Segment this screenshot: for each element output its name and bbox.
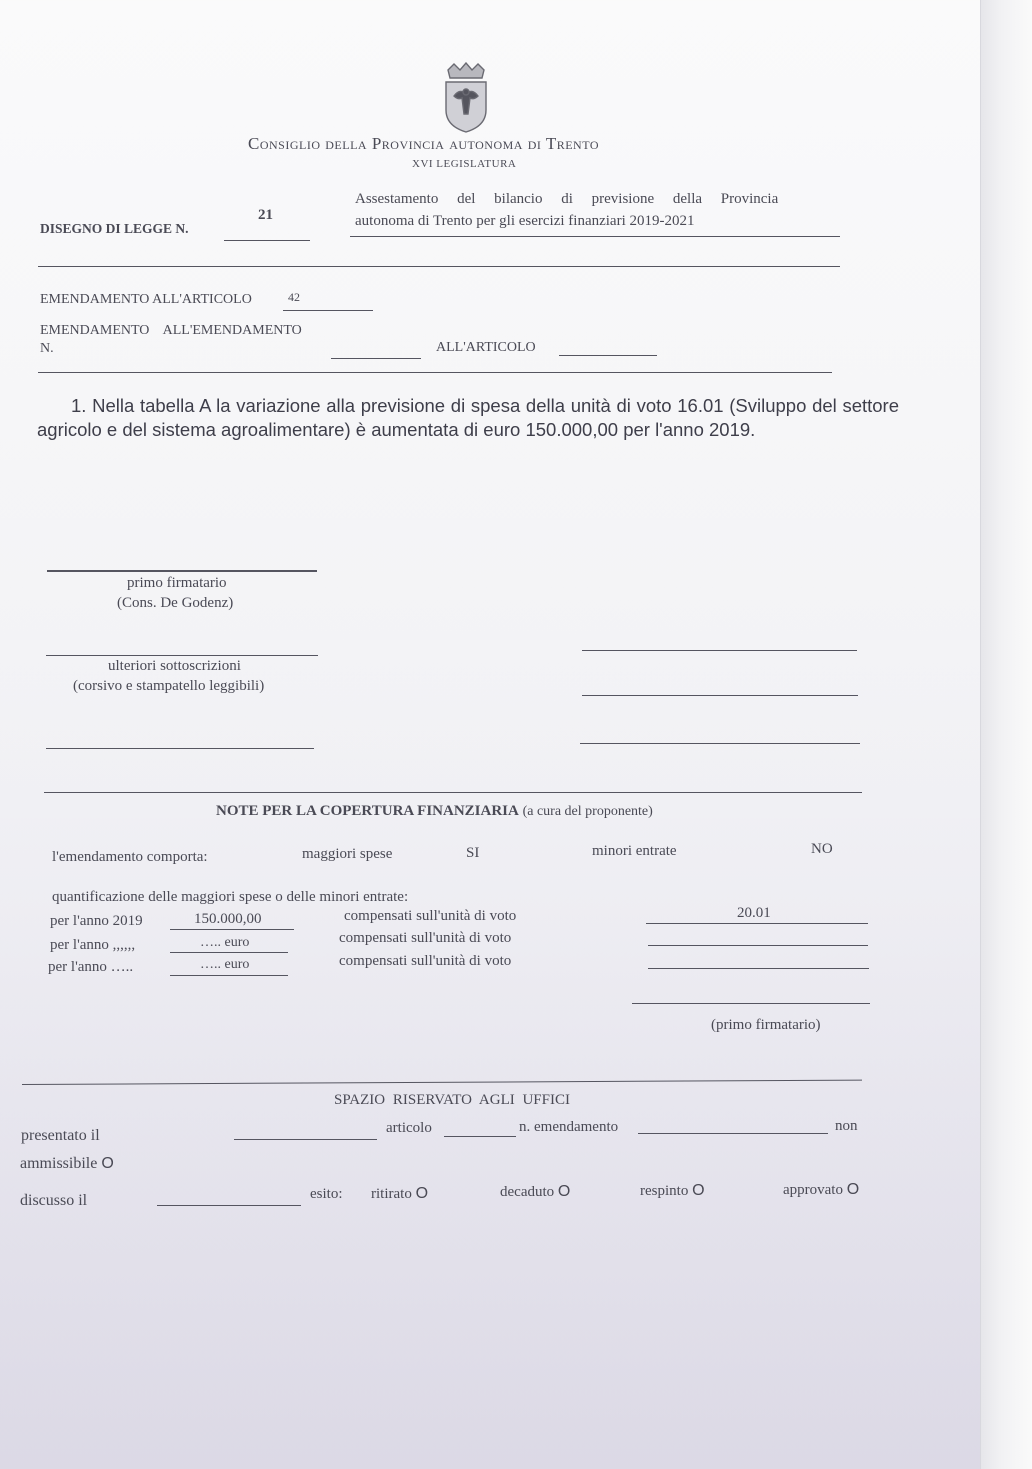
section-divider-1 [38, 266, 840, 267]
to-amendment-label: EMENDAMENTO ALL'EMENDAMENTO [40, 323, 302, 338]
bill-title-underline [350, 236, 840, 237]
quant-row-comp: compensati sull'unità di voto [339, 930, 512, 946]
decaduto-label: decaduto [500, 1184, 555, 1200]
ulteriori-signature-line-1 [46, 655, 318, 656]
coverage-signature-line [632, 1003, 870, 1004]
maggiori-spese-value: SI [466, 845, 480, 861]
discusso-underline [157, 1205, 301, 1206]
right-signature-line-2 [582, 695, 858, 696]
quant-row-amount: 150.000,00 [194, 911, 262, 927]
section-divider-3 [44, 792, 862, 793]
respinto-option [640, 1182, 705, 1200]
legislature-label: XVI LEGISLATURA [412, 158, 517, 170]
left-signature-line-2 [46, 748, 314, 749]
articolo-label: articolo [386, 1120, 432, 1136]
quant-row-amount: ….. euro [200, 957, 250, 972]
right-signature-line-1 [582, 650, 857, 651]
amendment-n-label: N. [40, 341, 54, 356]
background-surface-edge [980, 0, 1032, 1469]
approvato-checkbox[interactable]: O [846, 1181, 860, 1198]
emendamento-underline [638, 1133, 828, 1134]
bill-title-line2: autonoma di Trento per gli esercizi finanziari 2019-2021 [355, 213, 695, 229]
respinto-checkbox[interactable]: O [692, 1182, 705, 1199]
ritirato-checkbox[interactable]: O [415, 1185, 429, 1202]
coverage-title-bold: NOTE PER LA COPERTURA FINANZIARIA [216, 803, 519, 819]
amendment-n-underline [331, 358, 421, 359]
coverage-signer-label: (primo firmatario) [711, 1017, 821, 1033]
primo-signature-line [47, 570, 317, 572]
section-divider-4 [22, 1080, 862, 1085]
quant-row-year: per l'anno 2019 [50, 913, 143, 929]
quant-row-unit: 20.01 [737, 905, 771, 921]
to-article-label: ALL'ARTICOLO [436, 340, 536, 355]
ulteriori-label: ulteriori sottoscrizioni [108, 658, 241, 674]
section-divider-2 [38, 372, 832, 373]
primo-firmatario-label: primo firmatario [127, 575, 227, 591]
quant-row-amount-underline [170, 952, 288, 953]
quant-row-unit-underline [648, 945, 868, 946]
comporta-label: l'emendamento comporta: [52, 849, 208, 865]
amendment-article-label: EMENDAMENTO ALL'ARTICOLO [40, 292, 252, 307]
quant-row-comp: compensati sull'unità di voto [339, 953, 512, 969]
ritirato-option [371, 1185, 428, 1203]
quant-row-year: per l'anno ….. [48, 959, 134, 975]
right-signature-line-3 [580, 743, 860, 744]
approvato-label: approvato [783, 1182, 843, 1198]
presentato-underline [234, 1139, 377, 1140]
ammissibile-row [20, 1155, 114, 1173]
ammissibile-label: ammissibile [20, 1155, 98, 1172]
quant-row-unit-underline [648, 968, 869, 969]
institution-heading: Consiglio della Provincia autonoma di Trento [248, 134, 599, 153]
amendment-article-underline [283, 310, 373, 311]
primo-firmatario-name: (Cons. De Godenz) [117, 595, 234, 611]
approvato-option [783, 1181, 859, 1199]
presentato-label: presentato il [21, 1127, 100, 1144]
coverage-title [216, 803, 653, 820]
quant-row-comp: compensati sull'unità di voto [344, 908, 517, 924]
esito-label: esito: [310, 1186, 343, 1202]
discusso-label: discusso il [20, 1192, 88, 1209]
coat-of-arms-emblem [440, 62, 492, 134]
quant-row-amount-underline [170, 929, 294, 930]
maggiori-spese-label: maggiori spese [302, 846, 393, 862]
bill-number: 21 [258, 207, 273, 223]
quant-row-amount: ….. euro [200, 935, 250, 950]
ritirato-label: ritirato [371, 1186, 412, 1202]
to-article-underline [559, 355, 657, 356]
amendment-body-text: 1. Nella tabella A la variazione alla previsione di spesa della unità di voto 16.01 (Sviluppo del settore agricolo e del sistema agroalimentare) è aumentata di euro 150.000,00 per l'anno 2019. [37, 395, 899, 440]
bill-number-underline [224, 240, 310, 241]
respinto-label: respinto [640, 1183, 689, 1199]
quant-row-year: per l'anno ,,,,,, [50, 937, 136, 953]
quant-row-unit-underline [646, 923, 868, 924]
coverage-title-note: (a cura del proponente) [522, 804, 653, 819]
office-title: SPAZIO RISERVATO AGLI UFFICI [334, 1092, 570, 1108]
decaduto-checkbox[interactable]: O [557, 1183, 571, 1200]
minori-entrate-label: minori entrate [592, 843, 677, 859]
minori-entrate-value: NO [811, 841, 833, 857]
amendment-article-number: 42 [288, 290, 300, 304]
bill-number-label: DISEGNO DI LEGGE N. [40, 221, 189, 236]
decaduto-option [500, 1183, 570, 1201]
bill-title-line1: Assestamento del bilancio di previsione della Provincia [355, 191, 779, 207]
quantification-label: quantificazione delle maggiori spese o delle minori entrate: [52, 889, 409, 905]
quant-row-amount-underline [170, 975, 288, 976]
emendamento-label: n. emendamento [519, 1119, 619, 1135]
ulteriori-note: (corsivo e stampatello leggibili) [73, 678, 265, 694]
ammissibile-checkbox[interactable]: O [101, 1155, 114, 1172]
non-label: non [835, 1118, 858, 1134]
articolo-underline [444, 1136, 516, 1137]
